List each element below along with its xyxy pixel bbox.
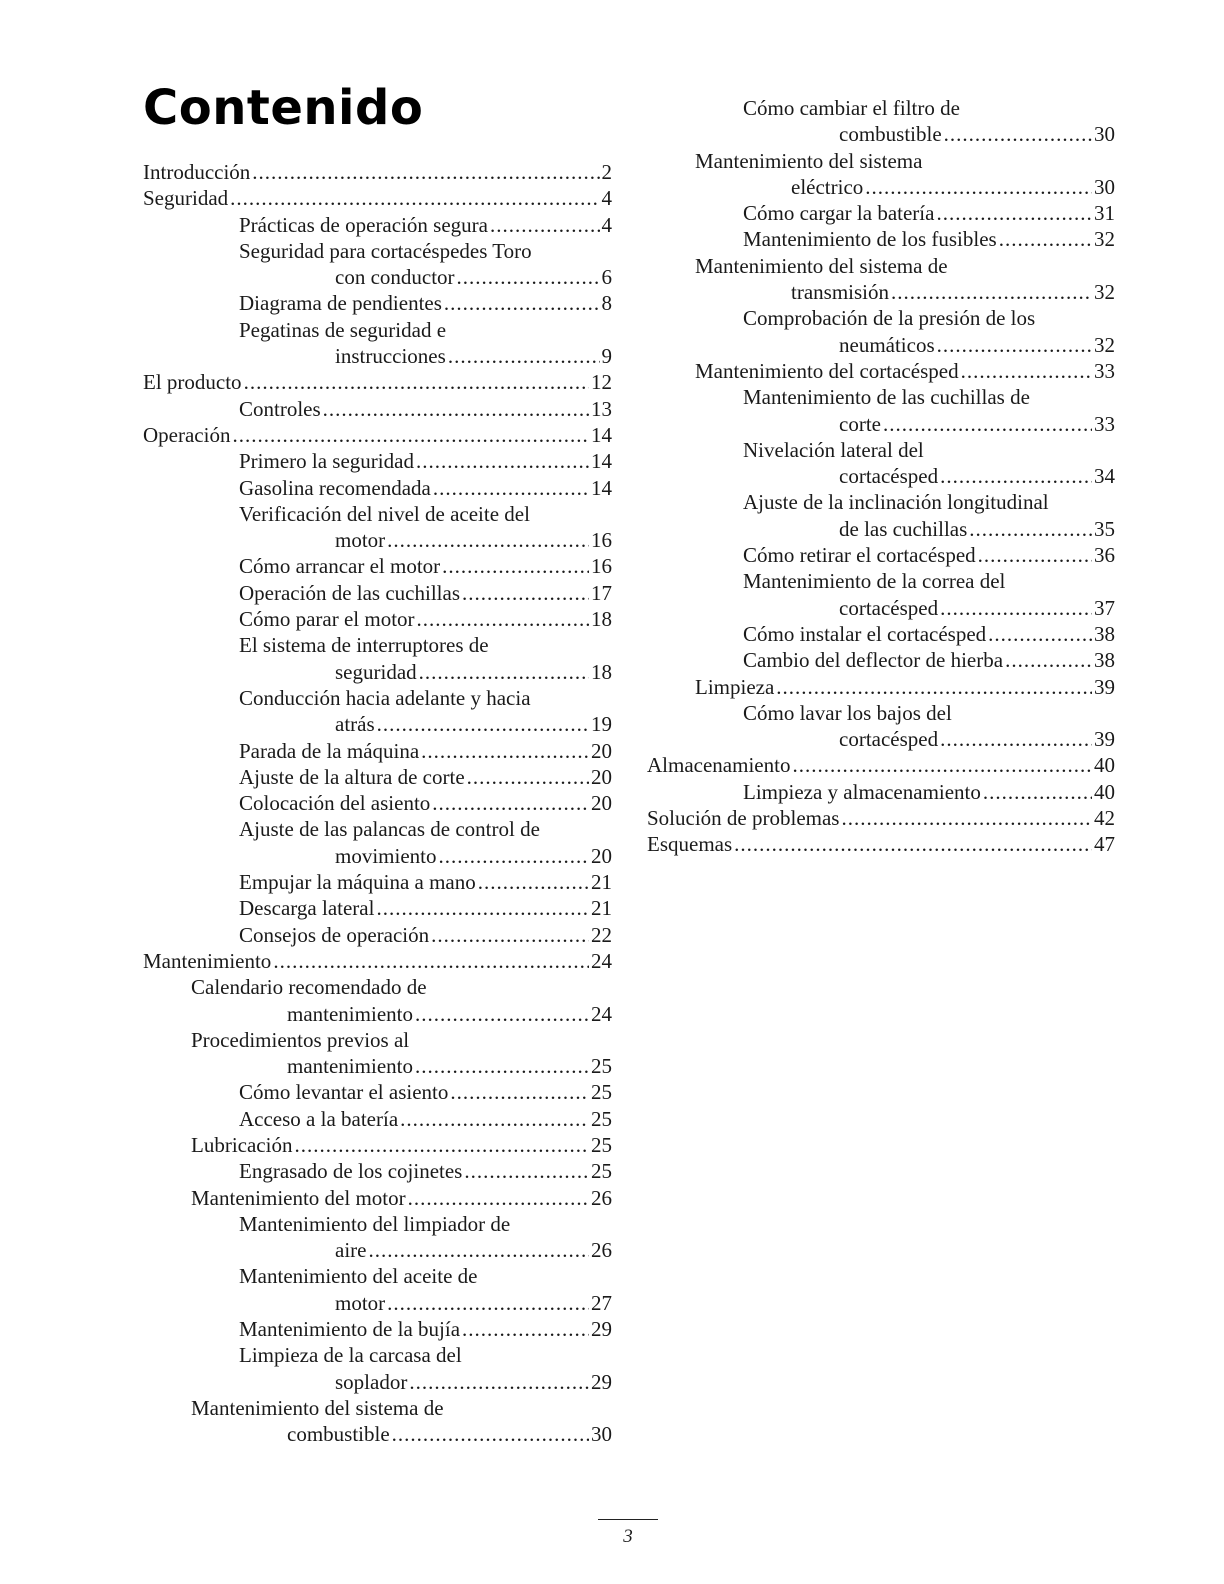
toc-entry [143, 922, 612, 948]
toc-page-number: 12 [591, 370, 612, 395]
dot-leader [940, 726, 1092, 752]
dot-leader [439, 843, 590, 869]
toc-page-number: 20 [591, 738, 612, 763]
toc-entry [143, 1263, 612, 1316]
toc-entry-title: Lubricación [191, 1132, 293, 1157]
toc-entry-first-line [647, 700, 1115, 726]
toc-page-number: 20 [591, 764, 612, 789]
toc-entry-title: Cómo lavar los bajos del [743, 700, 952, 725]
toc-page-number: 32 [1094, 227, 1115, 252]
toc-entry [143, 396, 612, 422]
toc-entry-title: cortacésped [839, 727, 939, 752]
toc-entry-title: motor [335, 528, 386, 553]
toc-entry [143, 1079, 612, 1105]
toc-entry-title: Ajuste de la altura de corte [239, 764, 465, 789]
page-title: Contenido [143, 80, 424, 136]
toc-entry-title: Mantenimiento del motor [191, 1185, 406, 1210]
dot-leader [448, 343, 600, 369]
toc-entry [143, 632, 612, 685]
toc-entry-title: Cómo cambiar el filtro de [743, 96, 960, 120]
toc-entry-title: soplador [335, 1369, 408, 1394]
toc-page-number: 40 [1094, 753, 1115, 778]
dot-leader [387, 1290, 589, 1316]
toc-entry-title: Mantenimiento de las cuchillas de [743, 385, 1030, 410]
dot-leader [937, 332, 1092, 358]
toc-entry [143, 212, 612, 238]
toc-entry-title: Verificación del nivel de aceite del [239, 501, 530, 526]
toc-entry-title: Calendario recomendado de [191, 975, 427, 1000]
toc-entry-first-line [647, 437, 1115, 463]
toc-entry [647, 95, 1115, 148]
toc-entry-title: Procedimientos previos al [191, 1027, 410, 1052]
toc-entry-title: Conducción hacia adelante y hacia [239, 685, 531, 710]
dot-leader [462, 580, 589, 606]
dot-leader [415, 1001, 589, 1027]
toc-entry-first-line [143, 816, 612, 842]
toc-entry-title: Controles [239, 396, 321, 421]
toc-entry-title: instrucciones [335, 344, 446, 369]
toc-page-number: 20 [591, 843, 612, 868]
toc-page-number: 14 [591, 449, 612, 474]
toc-page-number: 39 [1094, 674, 1115, 699]
toc-page-number: 14 [591, 422, 612, 447]
toc-entry-title: Mantenimiento [143, 948, 272, 973]
toc-page-number: 42 [1094, 806, 1115, 831]
toc-entry [647, 305, 1115, 358]
toc-entry-title: Seguridad [143, 186, 229, 211]
toc-entry-first-line [647, 489, 1115, 515]
toc-entry [143, 290, 612, 316]
dot-leader [431, 922, 589, 948]
toc-entry [143, 159, 612, 185]
dot-leader [936, 200, 1092, 226]
toc-entry [647, 226, 1115, 252]
toc-entry-title: Engrasado de los cojinetes [239, 1159, 463, 1184]
toc-entry-title: Prácticas de operación segura [239, 212, 488, 237]
toc-entry-first-line [143, 632, 612, 658]
toc-entry-title: El producto [143, 370, 242, 395]
toc-entry [143, 475, 612, 501]
toc-entry-title: Mantenimiento de la bujía [239, 1317, 461, 1342]
toc-page-number: 38 [1094, 648, 1115, 673]
toc-entry [647, 200, 1115, 226]
toc-entry-title: Diagrama de pendientes [239, 291, 442, 316]
toc-entry-first-line [143, 1027, 612, 1053]
toc-page-number: 24 [591, 948, 612, 973]
toc-page-number: 20 [591, 791, 612, 816]
toc-page-number: 25 [591, 1080, 612, 1105]
toc-page-number: 29 [591, 1317, 612, 1342]
dot-leader [983, 779, 1092, 805]
toc-entry-title: de las cuchillas [839, 516, 968, 541]
dot-leader [961, 358, 1092, 384]
toc-page-number: 25 [591, 1132, 612, 1157]
toc-entry-title: Mantenimiento del limpiador de [239, 1211, 511, 1236]
toc-entry [647, 621, 1115, 647]
toc-entry [647, 752, 1115, 778]
dot-leader [988, 621, 1092, 647]
toc-entry [143, 1211, 612, 1264]
dot-leader [294, 1132, 589, 1158]
toc-entry [143, 869, 612, 895]
toc-page-number: 27 [591, 1290, 612, 1315]
footer-rule [598, 1519, 658, 1520]
toc-entry [647, 437, 1115, 490]
dot-leader [940, 463, 1092, 489]
toc-entry [143, 317, 612, 370]
toc-page-number: 30 [1094, 174, 1115, 199]
dot-leader [734, 831, 1092, 857]
dot-leader [323, 396, 589, 422]
toc-entry-title: Consejos de operación [239, 922, 430, 947]
dot-leader [464, 1158, 589, 1184]
toc-entry-title: Seguridad para cortacéspedes Toro [239, 238, 532, 263]
toc-entry-title: Limpieza y almacenamiento [743, 779, 981, 804]
toc-page-number: 22 [591, 922, 612, 947]
toc-entry-title: Cómo levantar el asiento [239, 1080, 449, 1105]
toc-entry-title: neumáticos [839, 332, 935, 357]
dot-leader [776, 674, 1092, 700]
toc-entry-first-line [143, 238, 612, 264]
toc-entry-first-line [647, 253, 1115, 279]
dot-leader [421, 738, 589, 764]
toc-entry-title: cortacésped [839, 595, 939, 620]
toc-entry-title: Ajuste de las palancas de control de [239, 817, 540, 842]
toc-entry [143, 790, 612, 816]
toc-page-number: 38 [1094, 621, 1115, 646]
toc-entry-first-line [143, 1263, 612, 1289]
dot-leader [232, 422, 589, 448]
toc-entry-title: Mantenimiento de la correa del [743, 569, 1006, 594]
toc-entry-title: Solución de problemas [647, 806, 840, 831]
toc-entry-title: Cómo instalar el cortacésped [743, 621, 987, 646]
toc-entry-title: atrás [335, 712, 375, 737]
toc-entry-first-line [143, 1395, 612, 1421]
toc-entry [647, 542, 1115, 568]
dot-leader [244, 369, 589, 395]
toc-entry [143, 238, 612, 291]
toc-entry [647, 805, 1115, 831]
toc-entry-title: mantenimiento [287, 1001, 413, 1026]
page-number: 3 [623, 1526, 633, 1547]
toc-entry-first-line [143, 974, 612, 1000]
toc-page-number: 25 [591, 1054, 612, 1079]
toc-page-number: 39 [1094, 727, 1115, 752]
toc-entry [143, 685, 612, 738]
toc-entry-first-line [647, 384, 1115, 410]
toc-page-number: 37 [1094, 595, 1115, 620]
toc-entry-title: cortacésped [839, 464, 939, 489]
dot-leader [450, 1079, 589, 1105]
toc-entry [143, 764, 612, 790]
toc-entry-title: aire [335, 1238, 367, 1263]
dot-leader [419, 659, 589, 685]
toc-entry [647, 358, 1115, 384]
toc-entry [143, 369, 612, 395]
toc-entry-first-line [143, 1211, 612, 1237]
toc-entry [143, 448, 612, 474]
toc-entry [143, 1342, 612, 1395]
toc-entry-title: Cambio del deflector de hierba [743, 648, 1004, 673]
toc-page-number: 6 [601, 265, 612, 290]
toc-entry-title: eléctrico [791, 174, 864, 199]
toc-entry [143, 1132, 612, 1158]
dot-leader [433, 475, 589, 501]
toc-entry [647, 384, 1115, 437]
toc-entry-title: Cómo arrancar el motor [239, 554, 441, 579]
toc-entry-title: mantenimiento [287, 1054, 413, 1079]
toc-entry-title: Colocación del asiento [239, 791, 431, 816]
toc-entry [143, 1316, 612, 1342]
toc-entry [143, 1158, 612, 1184]
toc-entry-title: combustible [287, 1422, 390, 1447]
toc-page-number: 33 [1094, 411, 1115, 436]
dot-leader [792, 752, 1092, 778]
dot-leader [944, 121, 1092, 147]
toc-page-number: 36 [1094, 543, 1115, 568]
dot-leader [891, 279, 1092, 305]
toc-entry [647, 568, 1115, 621]
toc-entry-title: motor [335, 1290, 386, 1315]
toc-entry [647, 700, 1115, 753]
toc-entry-title: Operación de las cuchillas [239, 580, 460, 605]
dot-leader [376, 895, 589, 921]
toc-entry-title: Limpieza [695, 674, 775, 699]
toc-page-number: 32 [1094, 332, 1115, 357]
toc-entry-title: Acceso a la batería [239, 1106, 399, 1131]
dot-leader [392, 1421, 589, 1447]
dot-leader [252, 159, 599, 185]
dot-leader [409, 1369, 589, 1395]
dot-leader [490, 212, 600, 238]
toc-page-number: 13 [591, 396, 612, 421]
dot-leader [368, 1237, 589, 1263]
toc-page-number: 2 [601, 160, 612, 184]
toc-entry-title: Cómo cargar la batería [743, 201, 935, 226]
toc-page-number: 26 [591, 1238, 612, 1263]
toc-entry-title: Comprobación de la presión de los [743, 306, 1036, 331]
toc-entry-title: Descarga lateral [239, 896, 375, 921]
toc-page-number: 21 [591, 896, 612, 921]
toc-entry-first-line [647, 148, 1115, 174]
toc-page-number: 35 [1094, 516, 1115, 541]
toc-entry-title: Parada de la máquina [239, 738, 420, 763]
dot-leader [978, 542, 1092, 568]
dot-leader [1005, 647, 1092, 673]
toc-entry-first-line [143, 1342, 612, 1368]
toc-page-number: 29 [591, 1369, 612, 1394]
toc-page-number: 40 [1094, 779, 1115, 804]
toc-page-number: 26 [591, 1185, 612, 1210]
toc-page-number: 4 [601, 186, 612, 211]
toc-page-number: 32 [1094, 280, 1115, 305]
dot-leader [230, 185, 599, 211]
toc-entry-first-line [647, 305, 1115, 331]
toc-entry-first-line [143, 501, 612, 527]
dot-leader [417, 606, 589, 632]
toc-entry-title: Nivelación lateral del [743, 437, 924, 462]
dot-leader [432, 790, 589, 816]
toc-page-number: 8 [601, 291, 612, 316]
toc-entry [143, 738, 612, 764]
toc-entry-title: seguridad [335, 659, 417, 684]
toc-entry-title: Empujar la máquina a mano [239, 870, 476, 895]
toc-entry [143, 974, 612, 1027]
toc-entry [143, 553, 612, 579]
dot-leader [865, 174, 1092, 200]
toc-entry-title: combustible [839, 122, 942, 147]
toc-column-left [143, 159, 612, 1448]
toc-page-number: 18 [591, 607, 612, 632]
toc-entry [647, 779, 1115, 805]
toc-entry-title: Mantenimiento del sistema [695, 148, 923, 173]
dot-leader [478, 869, 589, 895]
toc-page-number: 25 [591, 1106, 612, 1131]
toc-entry [143, 895, 612, 921]
dot-leader [416, 448, 589, 474]
toc-entry-title: Limpieza de la carcasa del [239, 1343, 462, 1368]
toc-entry [647, 253, 1115, 306]
toc-entry [143, 948, 612, 974]
toc-entry-title: Mantenimiento de los fusibles [743, 227, 997, 252]
toc-column-right [647, 95, 1115, 858]
toc-page-number: 30 [591, 1422, 612, 1447]
dot-leader [387, 527, 589, 553]
toc-entry-title: Pegatinas de seguridad e [239, 317, 447, 342]
toc-page-number: 16 [591, 528, 612, 553]
toc-entry-title: Introducción [143, 160, 251, 184]
toc-page-number: 30 [1094, 122, 1115, 147]
toc-entry-title: Primero la seguridad [239, 449, 414, 474]
dot-leader [415, 1053, 589, 1079]
dot-leader [457, 264, 600, 290]
toc-entry [143, 1027, 612, 1080]
toc-entry-title: movimiento [335, 843, 437, 868]
toc-entry-title: Gasolina recomendada [239, 475, 431, 500]
toc-entry [143, 1395, 612, 1448]
toc-entry [647, 489, 1115, 542]
toc-page-number: 9 [601, 344, 612, 369]
dot-leader [408, 1185, 589, 1211]
toc-entry [647, 148, 1115, 201]
toc-entry [143, 1185, 612, 1211]
toc-entry-title: transmisión [791, 280, 889, 305]
toc-entry-first-line [143, 685, 612, 711]
toc-page-number: 19 [591, 712, 612, 737]
dot-leader [273, 948, 589, 974]
toc-entry [143, 422, 612, 448]
toc-entry-title: El sistema de interruptores de [239, 633, 489, 658]
toc-entry-title: Mantenimiento del aceite de [239, 1264, 478, 1289]
toc-page-number: 21 [591, 870, 612, 895]
toc-page-number: 33 [1094, 358, 1115, 383]
toc-entry-title: Mantenimiento del sistema de [695, 253, 948, 278]
dot-leader [969, 516, 1092, 542]
toc-entry-first-line [647, 95, 1115, 121]
toc-page-number: 16 [591, 554, 612, 579]
toc-page-number: 47 [1094, 832, 1115, 857]
toc-entry-title: Cómo parar el motor [239, 607, 415, 632]
toc-entry [647, 674, 1115, 700]
toc-page-number: 4 [601, 212, 612, 237]
toc-entry-first-line [143, 317, 612, 343]
toc-entry [143, 501, 612, 554]
toc-entry-title: Almacenamiento [647, 753, 791, 778]
toc-entry-title: corte [839, 411, 881, 436]
dot-leader [883, 411, 1092, 437]
dot-leader [442, 553, 589, 579]
toc-entry [647, 647, 1115, 673]
toc-entry [143, 606, 612, 632]
toc-entry-first-line [647, 568, 1115, 594]
dot-leader [462, 1316, 589, 1342]
toc-entry-title: con conductor [335, 265, 455, 290]
toc-page-number: 14 [591, 475, 612, 500]
toc-entry-title: Mantenimiento del cortacésped [695, 358, 959, 383]
toc-entry [647, 831, 1115, 857]
toc-page-number: 18 [591, 659, 612, 684]
toc-entry-title: Ajuste de la inclinación longitudinal [743, 490, 1049, 515]
dot-leader [467, 764, 589, 790]
toc-entry-title: Cómo retirar el cortacésped [743, 543, 976, 568]
toc-page-number: 31 [1094, 201, 1115, 226]
toc-entry [143, 185, 612, 211]
dot-leader [940, 595, 1092, 621]
toc-entry [143, 580, 612, 606]
toc-page-number: 17 [591, 580, 612, 605]
dot-leader [444, 290, 600, 316]
toc-page-number: 24 [591, 1001, 612, 1026]
toc-page-number: 34 [1094, 464, 1115, 489]
dot-leader [999, 226, 1092, 252]
toc-entry [143, 1106, 612, 1132]
toc-entry-title: Operación [143, 422, 231, 447]
toc-entry-title: Esquemas [647, 832, 733, 857]
dot-leader [400, 1106, 589, 1132]
toc-entry [143, 816, 612, 869]
toc-page-number: 25 [591, 1159, 612, 1184]
dot-leader [841, 805, 1092, 831]
dot-leader [377, 711, 589, 737]
toc-entry-title: Mantenimiento del sistema de [191, 1395, 444, 1420]
